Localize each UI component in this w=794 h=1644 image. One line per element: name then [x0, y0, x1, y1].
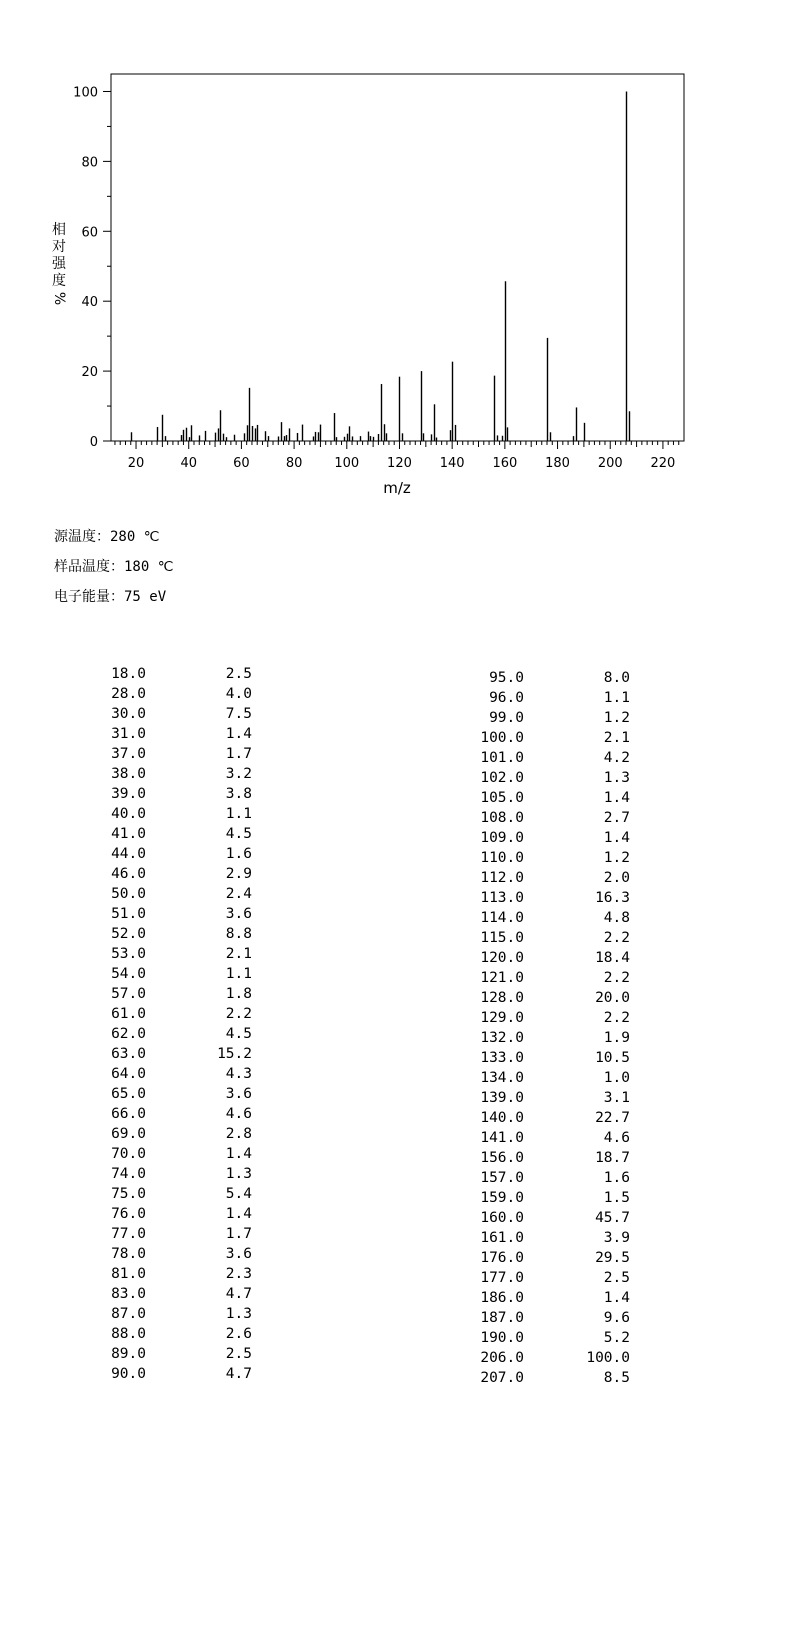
abundance-value: 20.0: [595, 990, 630, 1006]
mz-value: 187.0: [480, 1310, 524, 1326]
table-row: [54, 664, 252, 684]
abundance-value: 10.5: [595, 1050, 630, 1066]
x-tick-label: 160: [492, 456, 518, 471]
table-row: [432, 1248, 630, 1268]
mz-value: 61.0: [111, 1006, 146, 1022]
x-tick-label: 120: [387, 456, 412, 471]
y-axis-label-unit: %: [51, 291, 68, 306]
mz-value: 114.0: [480, 910, 524, 926]
abundance-value: 4.7: [225, 1366, 252, 1382]
abundance-value: 15.2: [217, 1046, 252, 1062]
table-row: [54, 904, 252, 924]
mass-spectrum-chart: [0, 0, 794, 520]
y-tick-label: 40: [81, 295, 98, 311]
abundance-value: 7.5: [225, 706, 252, 722]
condition-value: 75 eV: [124, 589, 167, 605]
mz-value: 76.0: [111, 1206, 146, 1222]
abundance-value: 22.7: [595, 1110, 630, 1126]
mz-value: 139.0: [480, 1090, 524, 1106]
abundance-value: 2.8: [225, 1126, 252, 1142]
x-tick-label: 60: [233, 456, 250, 471]
mz-value: 128.0: [480, 990, 524, 1006]
table-row: [432, 928, 630, 948]
abundance-value: 1.2: [603, 710, 630, 726]
table-row: [54, 684, 252, 704]
table-row: [54, 1124, 252, 1144]
table-row: [54, 1024, 252, 1044]
abundance-value: 45.7: [595, 1210, 630, 1226]
condition-label: 电子能量：: [54, 589, 124, 605]
abundance-value: 3.1: [603, 1090, 630, 1106]
abundance-value: 18.4: [595, 950, 630, 966]
table-row: [432, 1228, 630, 1248]
mz-value: 140.0: [480, 1110, 524, 1126]
abundance-value: 5.4: [225, 1186, 252, 1202]
abundance-value: 1.3: [603, 770, 630, 786]
table-row: [432, 968, 630, 988]
table-row: [54, 1264, 252, 1284]
mz-value: 102.0: [480, 770, 524, 786]
abundance-value: 1.4: [225, 726, 252, 742]
condition-value: 180 ℃: [124, 559, 174, 575]
mz-value: 141.0: [480, 1130, 524, 1146]
table-row: [54, 1344, 252, 1364]
abundance-value: 1.4: [225, 1146, 252, 1162]
table-row: [432, 1068, 630, 1088]
table-row: [54, 1044, 252, 1064]
mz-value: 69.0: [111, 1126, 146, 1142]
table-row: [432, 1148, 630, 1168]
table-row: [54, 1004, 252, 1024]
table-row: [432, 728, 630, 748]
abundance-value: 2.2: [603, 1010, 630, 1026]
mz-value: 105.0: [480, 790, 524, 806]
table-row: [54, 944, 252, 964]
mz-value: 77.0: [111, 1226, 146, 1242]
peak-table-right: [432, 668, 630, 1388]
mz-value: 176.0: [480, 1250, 524, 1266]
mz-value: 110.0: [480, 850, 524, 866]
abundance-value: 5.2: [603, 1330, 630, 1346]
condition-value: 280 ℃: [110, 529, 160, 545]
mz-value: 109.0: [480, 830, 524, 846]
plot-frame: [111, 74, 684, 441]
mz-value: 113.0: [480, 890, 524, 906]
abundance-value: 29.5: [595, 1250, 630, 1266]
mz-value: 83.0: [111, 1286, 146, 1302]
table-row: [54, 1104, 252, 1124]
abundance-value: 1.4: [603, 1290, 630, 1306]
abundance-value: 8.8: [225, 926, 252, 942]
mz-value: 159.0: [480, 1190, 524, 1206]
abundance-value: 4.2: [603, 750, 630, 766]
condition-electron-energy: [54, 586, 166, 606]
table-row: [432, 1168, 630, 1188]
x-tick-label: 180: [545, 456, 570, 471]
mz-value: 120.0: [480, 950, 524, 966]
table-row: [432, 768, 630, 788]
condition-label: 样品温度：: [54, 559, 124, 575]
table-row: [54, 704, 252, 724]
mz-value: 31.0: [111, 726, 146, 742]
abundance-value: 9.6: [603, 1310, 630, 1326]
x-tick-label: 40: [180, 456, 197, 471]
table-row: [54, 784, 252, 804]
table-row: [432, 908, 630, 928]
abundance-value: 1.6: [603, 1170, 630, 1186]
abundance-value: 2.6: [225, 1326, 252, 1342]
x-tick-label: 80: [285, 456, 303, 471]
x-tick-label: 200: [597, 456, 623, 471]
table-row: [432, 688, 630, 708]
table-row: [54, 884, 252, 904]
abundance-value: 2.1: [225, 946, 252, 962]
table-row: [432, 808, 630, 828]
x-axis-label: m/z: [383, 479, 411, 497]
mz-value: 96.0: [489, 690, 524, 706]
mz-value: 41.0: [111, 826, 146, 842]
table-row: [432, 848, 630, 868]
mz-value: 74.0: [111, 1166, 146, 1182]
abundance-value: 3.6: [225, 1086, 252, 1102]
mz-value: 134.0: [480, 1070, 524, 1086]
table-row: [432, 1188, 630, 1208]
table-row: [54, 1064, 252, 1084]
y-axis-label: [50, 222, 68, 307]
table-row: [54, 1164, 252, 1184]
abundance-value: 2.2: [603, 970, 630, 986]
abundance-value: 1.8: [225, 986, 252, 1002]
abundance-value: 1.9: [603, 1030, 630, 1046]
abundance-value: 1.1: [225, 806, 252, 822]
table-row: [432, 988, 630, 1008]
abundance-value: 2.1: [603, 730, 630, 746]
table-row: [54, 924, 252, 944]
mz-value: 40.0: [111, 806, 146, 822]
table-row: [54, 984, 252, 1004]
table-row: [54, 744, 252, 764]
mz-value: 46.0: [111, 866, 146, 882]
mz-value: 95.0: [489, 670, 524, 686]
abundance-value: 3.9: [603, 1230, 630, 1246]
mz-value: 132.0: [480, 1030, 524, 1046]
y-tick-label: 60: [81, 225, 98, 241]
abundance-value: 2.5: [225, 666, 252, 682]
abundance-value: 1.0: [603, 1070, 630, 1086]
abundance-value: 1.7: [225, 746, 252, 762]
mz-value: 44.0: [111, 846, 146, 862]
abundance-value: 18.7: [595, 1150, 630, 1166]
abundance-value: 2.5: [225, 1346, 252, 1362]
table-row: [432, 1328, 630, 1348]
table-row: [432, 1128, 630, 1148]
table-row: [432, 868, 630, 888]
table-row: [432, 788, 630, 808]
table-row: [54, 844, 252, 864]
mz-value: 133.0: [480, 1050, 524, 1066]
condition-source-temperature: [54, 526, 159, 546]
mz-value: 38.0: [111, 766, 146, 782]
abundance-value: 3.6: [225, 906, 252, 922]
table-row: [54, 824, 252, 844]
abundance-value: 1.3: [225, 1306, 252, 1322]
mz-value: 108.0: [480, 810, 524, 826]
table-row: [432, 668, 630, 688]
abundance-value: 2.4: [225, 886, 252, 902]
y-tick-label: 20: [81, 365, 98, 381]
table-row: [432, 1368, 630, 1388]
condition-label: 源温度：: [54, 529, 110, 545]
mz-value: 177.0: [480, 1270, 524, 1286]
abundance-value: 3.6: [225, 1246, 252, 1262]
peak-table-left: [54, 664, 252, 1384]
table-row: [432, 1348, 630, 1368]
y-tick-label: 0: [89, 435, 98, 450]
mz-value: 161.0: [480, 1230, 524, 1246]
x-tick-label: 140: [439, 456, 465, 471]
table-row: [432, 748, 630, 768]
mz-value: 81.0: [111, 1266, 146, 1282]
mz-value: 75.0: [111, 1186, 146, 1202]
table-row: [54, 1284, 252, 1304]
abundance-value: 1.4: [225, 1206, 252, 1222]
abundance-value: 4.7: [225, 1286, 252, 1302]
table-row: [432, 1088, 630, 1108]
x-tick-label: 20: [127, 456, 145, 471]
table-row: [54, 864, 252, 884]
abundance-value: 3.8: [225, 786, 252, 802]
abundance-value: 3.2: [225, 766, 252, 782]
abundance-value: 4.0: [225, 686, 252, 702]
table-row: [432, 1048, 630, 1068]
abundance-value: 1.2: [603, 850, 630, 866]
abundance-value: 2.7: [603, 810, 630, 826]
table-row: [432, 888, 630, 908]
y-axis-label-text: 相对强度: [52, 222, 66, 289]
table-row: [432, 1208, 630, 1228]
mz-value: 112.0: [480, 870, 524, 886]
mz-value: 28.0: [111, 686, 146, 702]
table-row: [432, 1268, 630, 1288]
mz-value: 186.0: [480, 1290, 524, 1306]
mz-value: 64.0: [111, 1066, 146, 1082]
mz-value: 63.0: [111, 1046, 146, 1062]
mz-value: 18.0: [111, 666, 146, 682]
mz-value: 66.0: [111, 1106, 146, 1122]
mz-value: 129.0: [480, 1010, 524, 1026]
abundance-value: 1.6: [225, 846, 252, 862]
mz-value: 190.0: [480, 1330, 524, 1346]
table-row: [54, 1184, 252, 1204]
table-row: [432, 1028, 630, 1048]
mz-value: 101.0: [480, 750, 524, 766]
mz-value: 78.0: [111, 1246, 146, 1262]
table-row: [432, 1008, 630, 1028]
table-row: [432, 708, 630, 728]
table-row: [54, 804, 252, 824]
abundance-value: 4.5: [225, 826, 252, 842]
mz-value: 100.0: [480, 730, 524, 746]
mz-value: 207.0: [480, 1370, 524, 1386]
abundance-value: 1.1: [603, 690, 630, 706]
mz-value: 157.0: [480, 1170, 524, 1186]
abundance-value: 2.3: [225, 1266, 252, 1282]
x-tick-label: 220: [650, 456, 676, 471]
x-tick-label: 100: [334, 456, 360, 471]
mz-value: 51.0: [111, 906, 146, 922]
abundance-value: 1.1: [225, 966, 252, 982]
mz-value: 57.0: [111, 986, 146, 1002]
mz-value: 90.0: [111, 1366, 146, 1382]
table-row: [54, 1364, 252, 1384]
mz-value: 39.0: [111, 786, 146, 802]
abundance-value: 4.5: [225, 1026, 252, 1042]
abundance-value: 1.3: [225, 1166, 252, 1182]
abundance-value: 4.8: [603, 910, 630, 926]
abundance-value: 4.6: [603, 1130, 630, 1146]
mz-value: 156.0: [480, 1150, 524, 1166]
mz-value: 37.0: [111, 746, 146, 762]
abundance-value: 8.5: [603, 1370, 630, 1386]
y-tick-label: 80: [81, 155, 98, 171]
mz-value: 30.0: [111, 706, 146, 722]
table-row: [54, 1324, 252, 1344]
mz-value: 121.0: [480, 970, 524, 986]
mz-value: 65.0: [111, 1086, 146, 1102]
condition-sample-temperature: [54, 556, 173, 576]
table-row: [54, 1084, 252, 1104]
abundance-value: 2.5: [603, 1270, 630, 1286]
table-row: [432, 1308, 630, 1328]
abundance-value: 2.2: [603, 930, 630, 946]
table-row: [432, 1108, 630, 1128]
abundance-value: 1.7: [225, 1226, 252, 1242]
mz-value: 88.0: [111, 1326, 146, 1342]
mz-value: 206.0: [480, 1350, 524, 1366]
table-row: [432, 828, 630, 848]
abundance-value: 4.6: [225, 1106, 252, 1122]
mz-value: 52.0: [111, 926, 146, 942]
abundance-value: 16.3: [595, 890, 630, 906]
abundance-value: 2.0: [603, 870, 630, 886]
abundance-value: 8.0: [603, 670, 630, 686]
table-row: [54, 964, 252, 984]
abundance-value: 1.5: [603, 1190, 630, 1206]
y-tick-label: 100: [73, 85, 98, 101]
mz-value: 50.0: [111, 886, 146, 902]
abundance-value: 4.3: [225, 1066, 252, 1082]
abundance-value: 2.9: [225, 866, 252, 882]
table-row: [54, 1304, 252, 1324]
table-row: [54, 1244, 252, 1264]
mz-value: 99.0: [489, 710, 524, 726]
mz-value: 160.0: [480, 1210, 524, 1226]
table-row: [54, 1204, 252, 1224]
mz-value: 54.0: [111, 966, 146, 982]
mz-value: 87.0: [111, 1306, 146, 1322]
table-row: [54, 724, 252, 744]
table-row: [54, 1224, 252, 1244]
table-row: [54, 1144, 252, 1164]
abundance-value: 1.4: [603, 790, 630, 806]
table-row: [432, 948, 630, 968]
abundance-value: 2.2: [225, 1006, 252, 1022]
table-row: [54, 764, 252, 784]
abundance-value: 100.0: [586, 1350, 630, 1366]
abundance-value: 1.4: [603, 830, 630, 846]
mz-value: 70.0: [111, 1146, 146, 1162]
mz-value: 89.0: [111, 1346, 146, 1362]
mz-value: 53.0: [111, 946, 146, 962]
table-row: [432, 1288, 630, 1308]
mz-value: 62.0: [111, 1026, 146, 1042]
mz-value: 115.0: [480, 930, 524, 946]
